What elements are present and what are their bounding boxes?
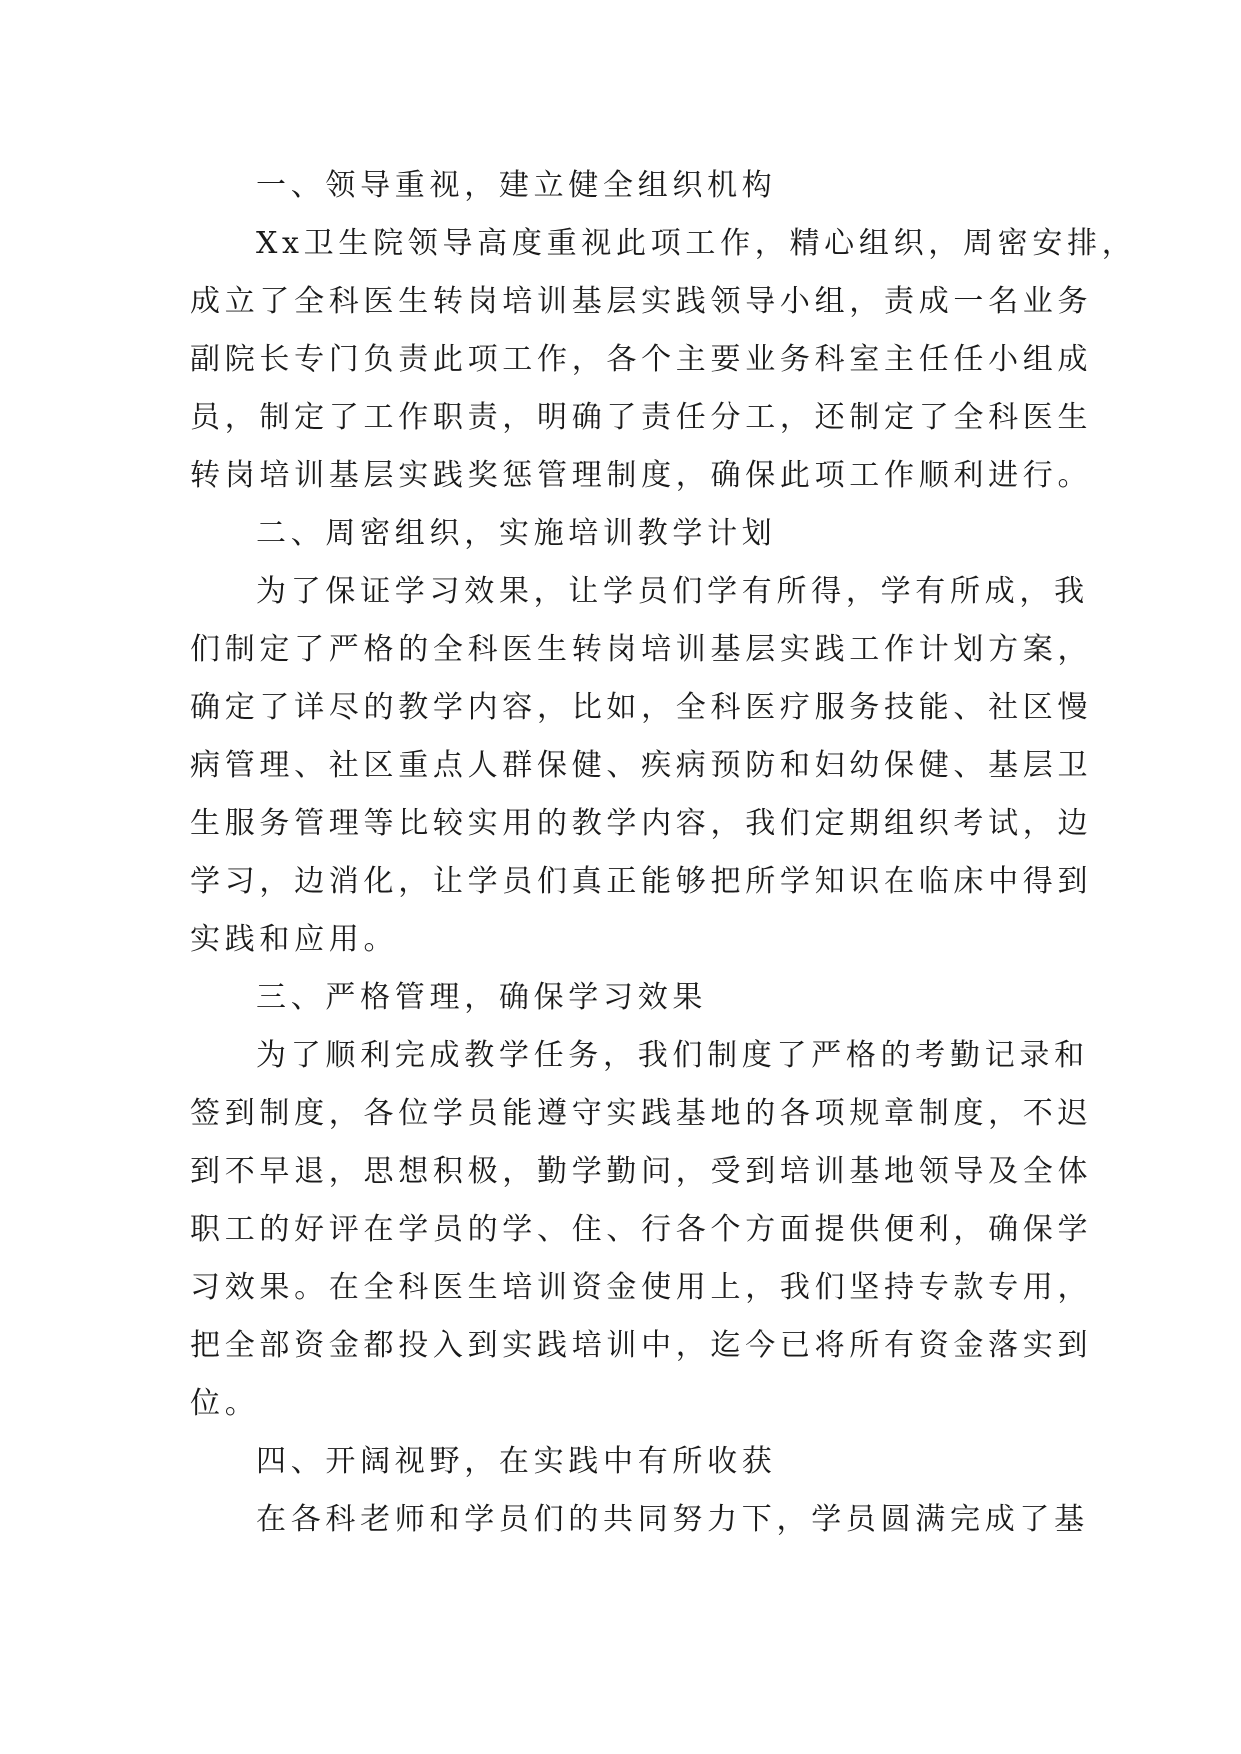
paragraph-line: 成立了全科医生转岗培训基层实践领导小组，责成一名业务: [190, 284, 1093, 319]
paragraph-line: 副院长专门负责此项工作，各个主要业务科室主任任小组成: [190, 342, 1093, 377]
paragraph-line: 职工的好评在学员的学、住、行各个方面提供便利，确保学: [190, 1212, 1093, 1247]
section-heading-4: 四、开阔视野，在实践中有所收获: [256, 1444, 777, 1479]
section-heading-2: 二、周密组织，实施培训教学计划: [256, 516, 777, 551]
paragraph-line: 习效果。在全科医生培训资金使用上，我们坚持专款专用，: [190, 1270, 1093, 1305]
paragraph-line: 学习，边消化，让学员们真正能够把所学知识在临床中得到: [190, 864, 1093, 899]
paragraph-line: 实践和应用。: [190, 922, 399, 957]
paragraph-line: 们制定了严格的全科医生转岗培训基层实践工作计划方案，: [190, 632, 1093, 667]
paragraph-line: 员，制定了工作职责，明确了责任分工，还制定了全科医生: [190, 400, 1093, 435]
paragraph-line: 签到制度，各位学员能遵守实践基地的各项规章制度，不迟: [190, 1096, 1093, 1131]
paragraph-line: 为了保证学习效果，让学员们学有所得，学有所成，我: [256, 574, 1089, 609]
paragraph-line: 转岗培训基层实践奖惩管理制度，确保此项工作顺利进行。: [190, 458, 1093, 493]
paragraph-line: 为了顺利完成教学任务，我们制度了严格的考勤记录和: [256, 1038, 1089, 1073]
section-heading-3: 三、严格管理，确保学习效果: [256, 980, 708, 1015]
section-heading-1: 一、领导重视，建立健全组织机构: [256, 168, 777, 203]
paragraph-line: 生服务管理等比较实用的教学内容，我们定期组织考试，边: [190, 806, 1093, 841]
paragraph-line: 位。: [190, 1386, 260, 1421]
paragraph-line: 确定了详尽的教学内容，比如，全科医疗服务技能、社区慢: [190, 690, 1093, 725]
paragraph-line: 在各科老师和学员们的共同努力下，学员圆满完成了基: [256, 1502, 1089, 1537]
paragraph-line: Xx卫生院领导高度重视此项工作，精心组织，周密安排，: [256, 226, 1137, 261]
paragraph-line: 把全部资金都投入到实践培训中，迄今已将所有资金落实到: [190, 1328, 1093, 1363]
paragraph-line: 病管理、社区重点人群保健、疾病预防和妇幼保健、基层卫: [190, 748, 1093, 783]
paragraph-line: 到不早退，思想积极，勤学勤问，受到培训基地领导及全体: [190, 1154, 1093, 1189]
